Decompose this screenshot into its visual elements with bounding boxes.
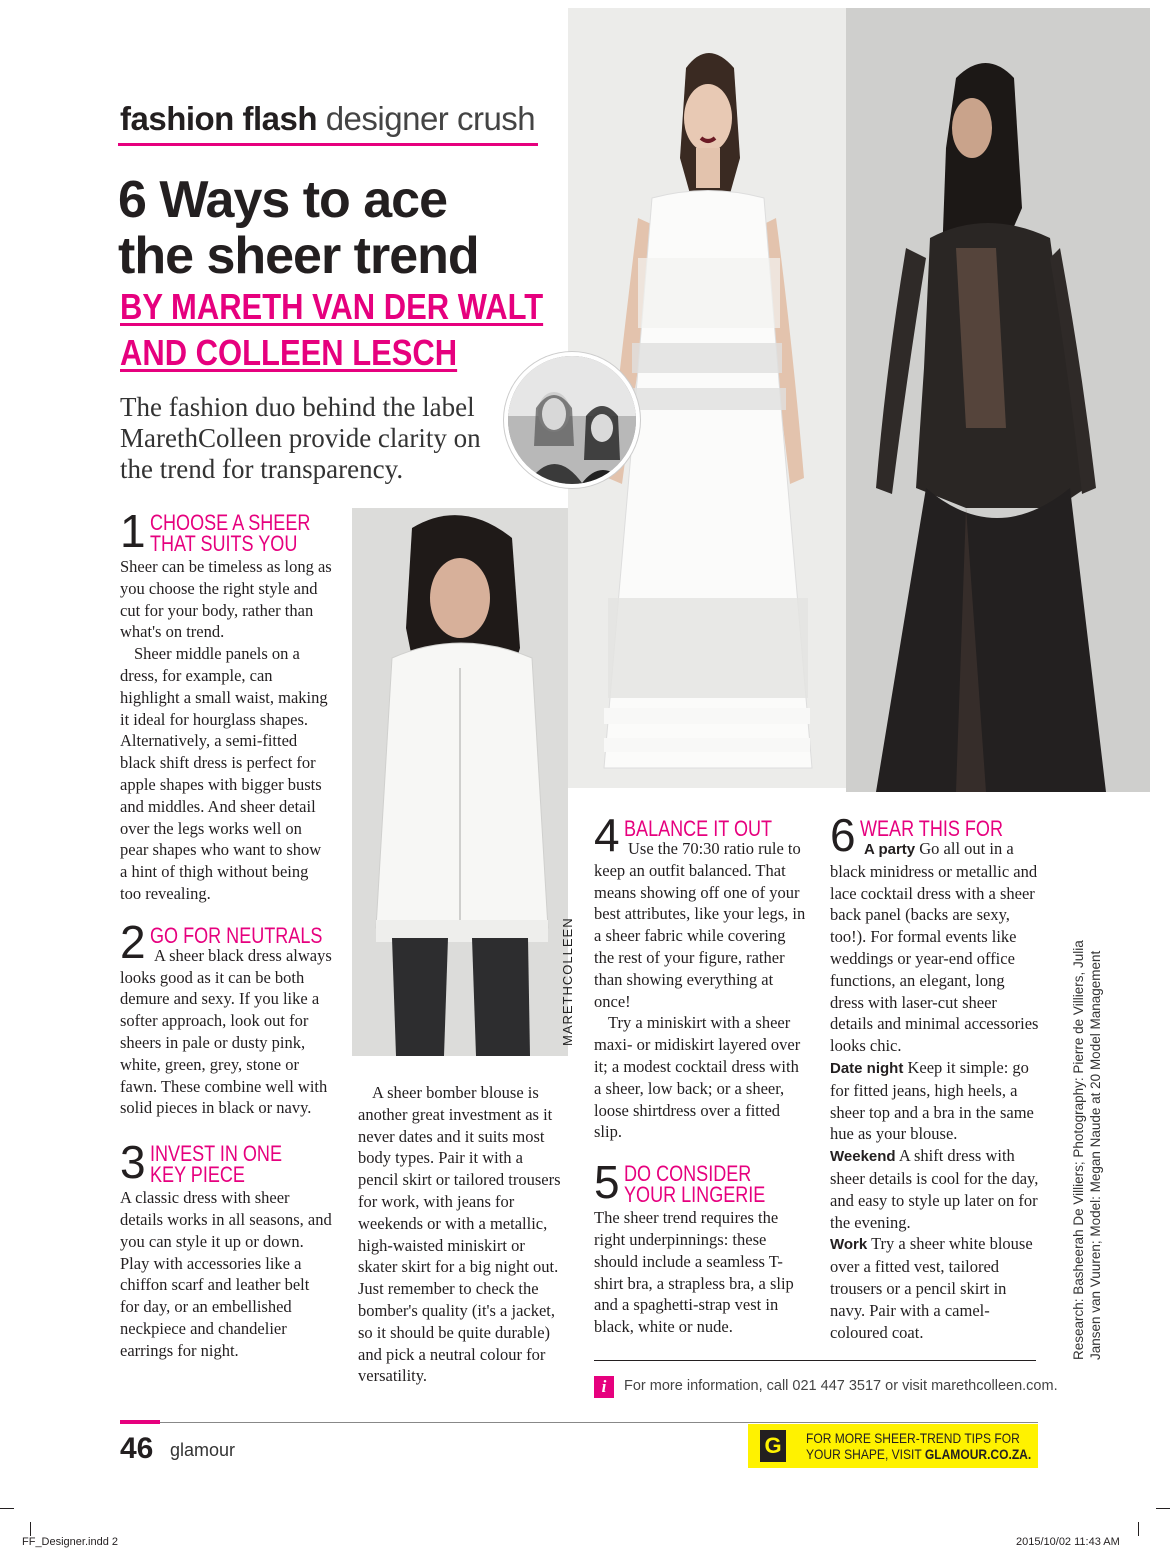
credits-line-1: Research: Basheerah De Villiers; Photography: Pierre de Villiers, Julia (1071, 940, 1086, 1360)
photo-credits (1070, 940, 1104, 1360)
page-number: 46 (120, 1432, 154, 1465)
section-5-heading (594, 1156, 806, 1209)
kicker-divider (118, 143, 538, 146)
headline-line-2: the sheer trend (118, 227, 479, 285)
headline-line-1: 6 Ways to ace (118, 171, 448, 229)
section-4-paragraph-1: Use the 70:30 ratio rule to keep an outfit balanced. That means showing off one of your best attributes, like your legs, in a sheer fabric while covering the rest of your figure, rather than showing everything at once! (594, 839, 806, 1011)
print-slug-file: FF_Designer.indd 2 (22, 1536, 118, 1548)
promo-link[interactable]: GLAMOUR.CO.ZA. (924, 1446, 1032, 1462)
section-6-party (830, 838, 1042, 1057)
article-headline (118, 172, 479, 284)
section-number: 2 (120, 915, 146, 968)
credits-line-2: Jansen van Vuuren; Model: Megan Naude at 20 Model Management (1088, 950, 1103, 1360)
section-5-paragraph-1: The sheer trend requires the right underpinnings: these should include a seamless T-shirt bra, a strapless bra, a slip and a spaghetti-strap vest in black, white or nude. (594, 1208, 794, 1337)
footer-accent-bar (120, 1420, 160, 1424)
section-3-heading (120, 1136, 332, 1189)
crop-mark (1156, 1508, 1170, 1509)
section-1-paragraph-2: Sheer middle panels on a dress, for example, can highlight a small waist, making it ideal for hourglass shapes. Alternatively, a semi-fitted black shift dress is perfect for apple shapes with bigger busts and middles. And sheer detail over the legs works well on pear shapes who want to show a hint of thigh without being too revealing. (120, 644, 328, 903)
bomber-illustration (352, 508, 568, 1056)
section-title: WEAR THIS FOR (860, 816, 1004, 841)
work-text: Try a sheer white blouse over a fitted vest, tailored trousers or a pencil skirt in navy. Pair with a camel-coloured coat. (830, 1234, 1033, 1342)
column-4 (830, 809, 1042, 1343)
footer-divider (120, 1422, 1038, 1423)
promo-line-2: YOUR SHAPE, VISIT GLAMOUR.CO.ZA. (806, 1446, 1032, 1462)
byline-line-1: BY MARETH VAN DER WALT (120, 286, 544, 327)
section-title: BALANCE IT OUT (624, 816, 773, 841)
print-slug-timestamp: 2015/10/02 11:43 AM (1016, 1536, 1120, 1548)
section-number: 6 (830, 809, 856, 861)
section-1-paragraph-1: Sheer can be timeless as long as you choose the right style and cut for your body, rather than what's on trend. (120, 557, 332, 642)
promo-line-1: FOR MORE SHEER-TREND TIPS FOR (806, 1430, 1020, 1446)
photo-credit-vertical: MARETHCOLLEEN (560, 917, 575, 1046)
section-number: 1 (120, 505, 146, 557)
section-title: GO FOR NEUTRALS (150, 922, 323, 948)
section-1-heading (120, 505, 332, 557)
section-3-paragraph-2: A sheer bomber blouse is another great investment as it never dates and it suits most body types. Pair it with a pencil skirt or tailored trousers for work, with jeans for weekends or with a metallic, high-waisted miniskirt or skater skirt for a big night out. Just remember to check the bomber's quality (it's a jacket, so it should be quite durable) and pick a neutral colour for versatility. (358, 1083, 561, 1386)
website-promo-box[interactable] (748, 1424, 1038, 1468)
section-number: 4 (594, 809, 620, 861)
section-2-paragraph-1: A sheer black dress always looks good as it can be both demure and sexy. If you like a softer approach, look out for sheers in pale or dusty pink, white, green, grey, stone or fawn. These combine well with solid pieces in black or navy. (120, 945, 332, 1118)
black-sheer-dress-photo (846, 8, 1150, 792)
black-dress-illustration (846, 8, 1150, 792)
weekend-text: A shift dress with sheer details is cool for the day, and easy to style up later on for the evening. (830, 1146, 1039, 1232)
kicker-bold: fashion flash (120, 100, 318, 137)
kicker-light: designer crush (325, 100, 536, 137)
white-bomber-jacket-photo (352, 508, 568, 1056)
article-intro: The fashion duo behind the label MarethColleen provide clarity on the trend for transparency. (120, 392, 481, 484)
info-divider (594, 1360, 1036, 1361)
crop-mark (1138, 1522, 1139, 1536)
section-title: DO CONSIDER YOUR LINGERIE (624, 1161, 766, 1208)
magazine-name: glamour (170, 1440, 236, 1460)
section-6-weekend (830, 1145, 1042, 1233)
party-text: Go all out in a black minidress or metallic and lace cocktail dress with a sheer back panel (backs are sexy, too!). For formal events like weddings or year-end office functions, an elegant, long dress with laser-cut sheer details and minimal accessories looks chic. (830, 839, 1039, 1056)
crop-mark (0, 1508, 14, 1509)
section-6-date-night (830, 1057, 1042, 1145)
section-2-heading (120, 915, 332, 968)
info-text: For more information, call 021 447 3517 or visit marethcolleen.com. (624, 1378, 1058, 1394)
section-title: CHOOSE A SHEER THAT SUITS YOU (150, 510, 311, 556)
article-byline (120, 284, 543, 376)
section-3-paragraph-1: A classic dress with sheer details works in all seasons, and you can style it up or down. Play with accessories like a chiffon scarf and leather belt for day, or an embellished neckpiece and chandelier earrings for night. (120, 1188, 332, 1360)
weekend-label: Weekend (830, 1148, 896, 1166)
promo-text (806, 1430, 1031, 1462)
glamour-g-icon: G (760, 1430, 786, 1462)
section-number: 3 (120, 1136, 146, 1189)
party-label: A party (864, 841, 916, 858)
work-label: Work (830, 1236, 868, 1254)
column-2 (358, 1082, 562, 1387)
date-night-label: Date night (830, 1059, 904, 1077)
section-title: INVEST IN ONE KEY PIECE (150, 1141, 282, 1188)
info-icon: i (594, 1376, 614, 1398)
byline-line-2: AND COLLEEN LESCH (120, 332, 458, 373)
column-1 (120, 505, 332, 1362)
date-night-text: Keep it simple: go for fitted jeans, high heels, a sheer top and a bra in the same hue as your blouse. (830, 1057, 1034, 1144)
section-4-heading (594, 809, 806, 861)
section-4-paragraph-2: Try a miniskirt with a sheer maxi- or midiskirt layered over it; a modest cocktail dress with a sheer, low back; or a sheer, loose shirtdress over a fitted slip. (594, 1013, 801, 1142)
crop-mark (30, 1522, 31, 1536)
section-6-work (830, 1233, 1042, 1343)
column-3 (594, 809, 806, 1338)
section-kicker (120, 100, 535, 138)
section-number: 5 (594, 1156, 620, 1209)
